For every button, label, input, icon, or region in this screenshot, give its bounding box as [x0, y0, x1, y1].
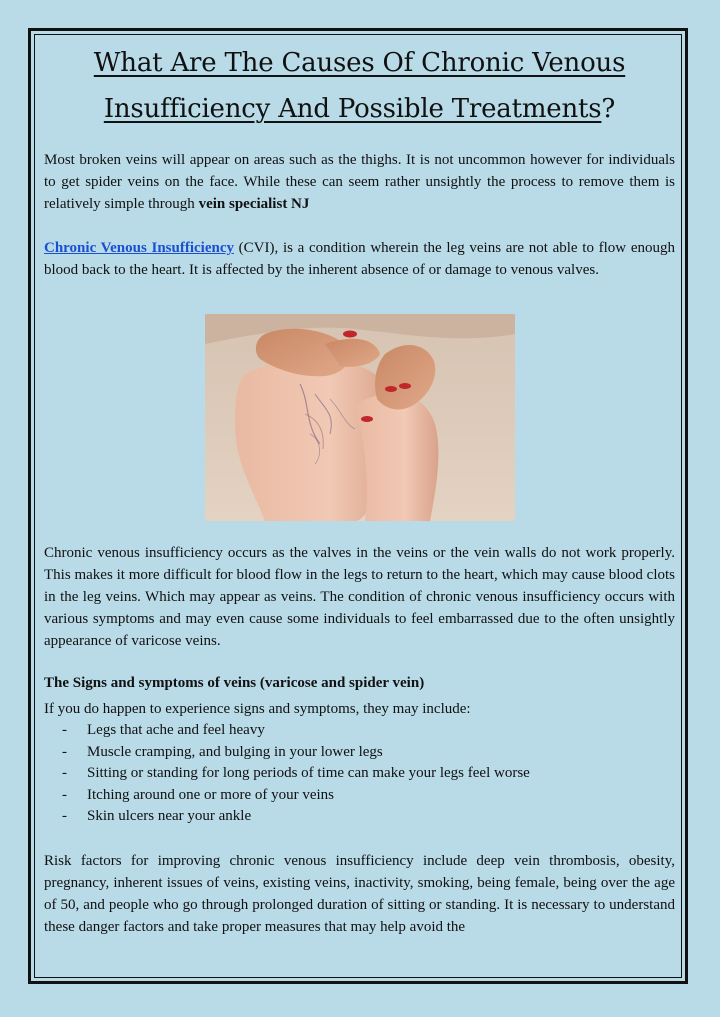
list-item: [62, 806, 675, 828]
paragraph-risk-factors: Risk factors for improving chronic venous insufficiency include deep vein thrombosis, obesity, pregnancy, inherent issues of veins, existing veins, inactivity, smoking, being female, being over the age of 50, and people who go through prolonged duration of sitting or standing. It is necessary to understand these danger factors and take proper measures that may help avoid the: [44, 852, 675, 935]
list-bullet: -: [62, 765, 67, 782]
list-item-text: Muscle cramping, and bulging in your lower legs: [87, 743, 383, 760]
paragraph-cvi: [44, 237, 675, 281]
list-bullet: -: [62, 722, 67, 738]
title-line-2: Insufficiency And Possible Treatments: [103, 94, 602, 124]
vein-specialist-bold: vein specialist NJ: [198, 196, 310, 212]
leg-veins-photo: [205, 314, 515, 521]
list-item-text: Skin ulcers near your ankle: [87, 808, 252, 825]
document-body: [44, 40, 675, 938]
list-bullet: -: [62, 808, 67, 825]
paragraph-intro: [44, 149, 675, 215]
title-line-1: What Are The Causes Of Chronic Venous: [93, 48, 626, 78]
list-item-text: Sitting or standing for long periods of time can make your legs feel worse: [87, 765, 530, 782]
paragraph-intro-text: Most broken veins will appear on areas such as the thighs. It is not uncommon however for individuals to get spider veins on the face. While these can seem rather unsightly the process to remove them is relatively simple through: [44, 152, 675, 212]
paragraph-cvi-text: (CVI), is a condition wherein the leg veins are not able to flow enough blood back to the heart. It is affected by the inherent absence of or damage to venous valves.: [44, 240, 675, 278]
paragraph-cvi-details: Chronic venous insufficiency occurs as the valves in the veins or the vein walls do not work properly. This makes it more difficult for blood flow in the legs to return to the heart, which may cause blood clots in the leg veins. Which may appear as veins. The condition of chronic venous insufficiency occurs with various symptoms and may even cause some individuals to feel embarrassed due to the often unsightly appearance of varicose veins.: [44, 545, 675, 649]
list-bullet: -: [62, 786, 67, 803]
list-bullet: -: [62, 743, 67, 760]
symptoms-heading: The Signs and symptoms of veins (varicose and spider vein): [44, 675, 425, 691]
page-title: [44, 40, 675, 132]
list-item: [62, 785, 675, 807]
list-item: [62, 763, 675, 785]
symptoms-intro: If you do happen to experience signs and symptoms, they may include:: [44, 701, 471, 717]
leg-veins-illustration: [205, 314, 515, 521]
symptoms-list: [44, 720, 675, 828]
list-item: [62, 720, 675, 742]
cvi-link[interactable]: Chronic Venous Insufficiency: [44, 240, 234, 256]
list-item-text: Itching around one or more of your veins: [87, 786, 335, 803]
list-item-text: Legs that ache and feel heavy: [87, 722, 265, 738]
list-item: [62, 742, 675, 764]
title-question-mark: ?: [601, 94, 616, 124]
